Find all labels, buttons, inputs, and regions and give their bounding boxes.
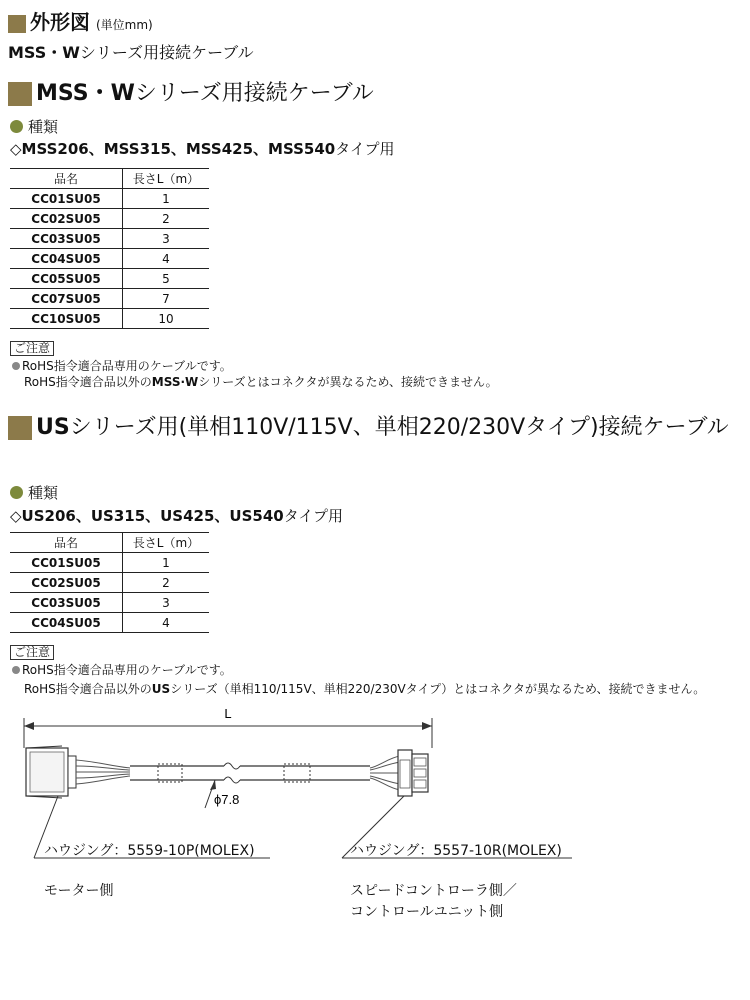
table-header-length: 長さL（m） [123,533,210,553]
section1-note-label: ご注意 [10,341,54,356]
left-housing-label: ハウジング：5559-10P(MOLEX) [44,843,255,859]
right-side-label-2: コントロールユニット側 [350,904,504,920]
table-cell-code: CC10SU05 [10,309,123,329]
section1-square-icon [8,82,32,106]
table-cell-code: CC02SU05 [10,573,123,593]
section1-kind [10,116,58,137]
table-cell-code: CC04SU05 [10,249,123,269]
section2-types [10,505,343,526]
section1-types [10,138,394,159]
section1-title-bold: MSS・W [36,81,135,106]
section1-note1 [12,357,232,374]
section1-table [10,168,209,329]
note-bullet-icon [12,666,20,674]
heading-square-icon [8,15,26,33]
section2-kind-label: 種類 [28,484,59,502]
section2-note2-b: US [151,682,171,696]
table-row [10,553,209,573]
table-cell-code: CC04SU05 [10,613,123,633]
table-row [10,269,209,289]
table-header-length: 長さL（m） [123,169,210,189]
section2-square-icon [8,416,32,440]
right-side-label-1: スピードコントローラ側／ [350,883,517,899]
table-cell-code: CC03SU05 [10,593,123,613]
table-cell-length: 2 [123,209,210,229]
section1-types-rest: タイプ用 [335,140,395,158]
table-row [10,249,209,269]
section2-types-rest: タイプ用 [283,507,343,525]
diameter-callout [205,780,239,808]
section2-note1-text: RoHS指令適合品専用のケーブルです。 [22,663,232,677]
left-side-label: モーター側 [44,883,114,899]
section2-heading [8,410,729,441]
table-cell-length: 10 [123,309,210,329]
table-cell-length: 7 [123,289,210,309]
section2-title-rest: シリーズ用(単相110V/115V、単相220/230Vタイプ)接続ケーブル [69,415,729,440]
table-cell-length: 1 [123,553,210,573]
section1-kind-label: 種類 [28,118,59,136]
section2-note-label: ご注意 [10,645,54,660]
section1-note2-c: シリーズとはコネクタが異なるため、接続できません。 [198,375,498,389]
right-connector [398,750,428,796]
subtitle-rest: シリーズ用接続ケーブル [79,43,254,62]
table-row [10,593,209,613]
right-wires [370,756,400,790]
table-cell-length: 4 [123,613,210,633]
table-cell-length: 3 [123,229,210,249]
table-cell-length: 2 [123,573,210,593]
page-heading [8,6,153,35]
heading-title: 外形図 [30,10,90,34]
section2-note2-c: シリーズ（単相110/115V、単相220/230Vタイプ）とはコネクタが異なるため、接続できません。 [170,682,706,696]
right-housing-label: ハウジング：5557-10R(MOLEX) [350,843,562,859]
table-row [10,209,209,229]
section1-title-rest: シリーズ用接続ケーブル [134,81,374,106]
table-row [10,229,209,249]
section1-note2 [24,373,498,390]
table-cell-length: 5 [123,269,210,289]
section1-heading [8,76,374,107]
subtitle-bold: MSS・W [8,43,80,62]
section2-table [10,532,209,633]
table-cell-code: CC07SU05 [10,289,123,309]
table-row [10,613,209,633]
section2-note2-a: RoHS指令適合品以外の [24,682,152,696]
note-bullet-icon [12,362,20,370]
diameter-label: ϕ7.8 [214,792,240,807]
table-header-row [10,533,209,553]
table-row [10,573,209,593]
section1-note1-text: RoHS指令適合品専用のケーブルです。 [22,359,232,373]
table-cell-code: CC02SU05 [10,209,123,229]
left-wires [76,760,130,784]
table-header-code: 品名 [10,169,123,189]
section2-kind [10,482,58,503]
table-cell-code: CC01SU05 [10,553,123,573]
green-dot-icon [10,120,23,133]
table-header-row [10,169,209,189]
section1-note2-b: MSS·W [151,375,199,389]
section2-title-bold: US [36,415,70,440]
table-cell-code: CC03SU05 [10,229,123,249]
table-cell-length: 3 [123,593,210,613]
table-header-code: 品名 [10,533,123,553]
table-cell-length: 4 [123,249,210,269]
table-row [10,289,209,309]
table-cell-code: CC05SU05 [10,269,123,289]
length-label: L [224,706,232,721]
section2-note1 [12,661,232,678]
left-connector [26,746,76,798]
table-cell-length: 1 [123,189,210,209]
table-row [10,189,209,209]
table-cell-code: CC01SU05 [10,189,123,209]
green-dot-icon [10,486,23,499]
cable-body [130,763,370,783]
heading-unit: (単位mm) [96,18,153,32]
section1-types-bold: ◇MSS206、MSS315、MSS425、MSS540 [10,140,336,158]
page-subtitle [8,40,254,63]
length-dimension [24,706,432,748]
table-row [10,309,209,329]
section1-note2-a: RoHS指令適合品以外の [24,375,152,389]
section2-note2 [24,680,705,697]
section2-types-bold: ◇US206、US315、US425、US540 [10,507,284,525]
